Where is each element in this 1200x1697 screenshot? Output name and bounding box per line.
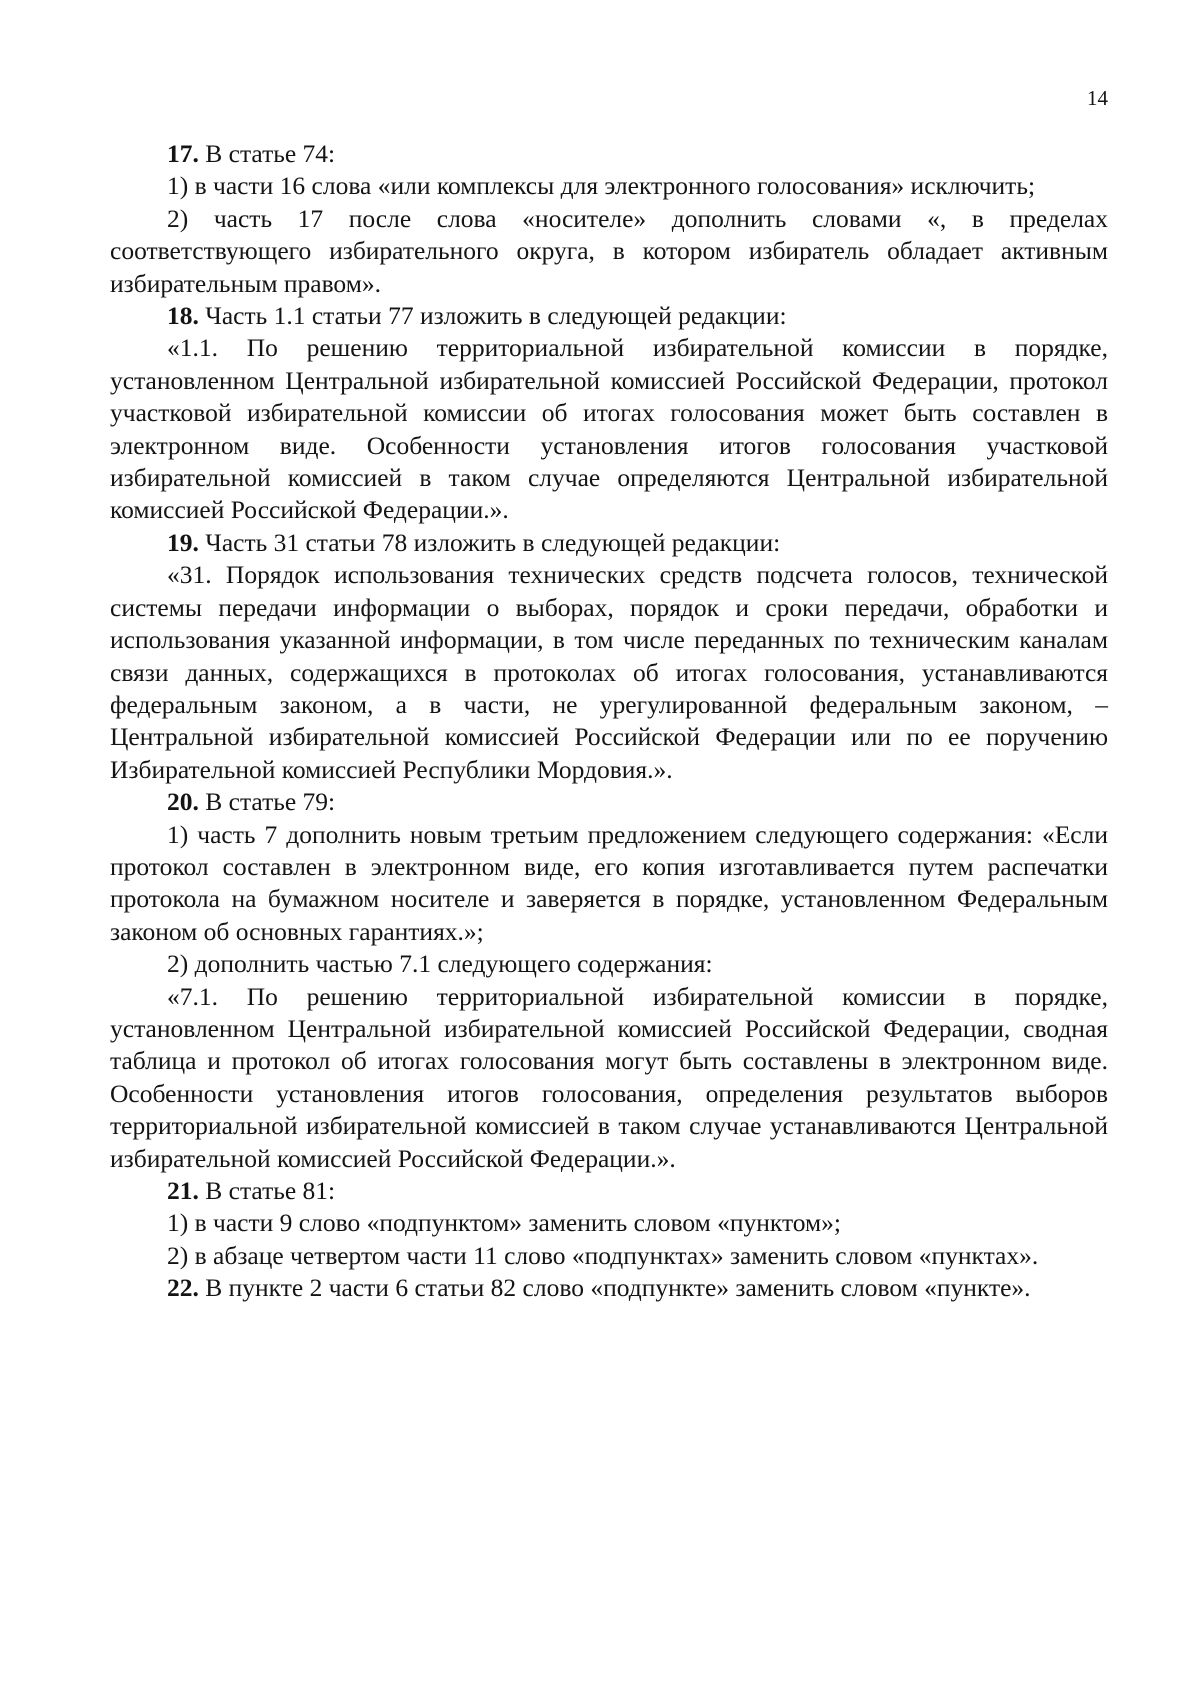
document-body xyxy=(110,138,1108,1305)
paragraph-text: «7.1. По решению территориальной избирательной комиссии в порядке, установленном Центральной избирательной комиссией Российской Федерации, сводная таблица и протокол об итогах голосования могут быть составлены в электронном виде. Особенности установления итогов голосования, определения результатов выборов территориальной избирательной комиссией в таком случае устанавливаются Центральной избирательной комиссией Российской Федерации.». xyxy=(110,981,1108,1173)
paragraph-text: В статье 79: xyxy=(198,787,336,817)
paragraph-19-body xyxy=(110,559,1108,786)
paragraph-17-heading xyxy=(110,138,1108,170)
item-number: 22. xyxy=(167,1273,199,1303)
item-number: 20. xyxy=(167,787,199,817)
paragraph-text: В статье 81: xyxy=(198,1176,336,1205)
paragraph-21-2 xyxy=(110,1240,1108,1272)
item-number: 21. xyxy=(167,1176,199,1205)
paragraph-text: 2) дополнить частью 7.1 следующего содержания: xyxy=(167,949,713,979)
paragraph-21-heading xyxy=(110,1175,1108,1207)
paragraph-21-1 xyxy=(110,1207,1108,1239)
page-number: 14 xyxy=(1087,86,1108,110)
paragraph-text: Часть 1.1 статьи 77 изложить в следующей редакции: xyxy=(198,301,787,331)
item-number: 19. xyxy=(167,527,199,557)
item-number: 17. xyxy=(167,139,199,168)
paragraph-text: 2) в абзаце четвертом части 11 слово «подпунктах» заменить словом «пунктах». xyxy=(167,1240,1039,1270)
paragraph-text: 2) часть 17 после слова «носителе» дополнить словами «, в пределах соответствующего избирательного округа, в котором избиратель обладает активным избирательным правом». xyxy=(110,203,1108,298)
paragraph-text: 1) в части 16 слова «или комплексы для электронного голосования» исключить; xyxy=(167,171,1036,201)
paragraph-17-1 xyxy=(110,170,1108,202)
paragraph-20-1 xyxy=(110,819,1108,949)
paragraph-text: «31. Порядок использования технических средств подсчета голосов, технической системы передачи информации о выборах, порядок и сроки передачи, обработки и использования указанной информации, в том числе переданных по техническим каналам связи данных, содержащихся в протоколах об итогах голосования, устанавливаются федеральным законом, а в части, не урегулированной федеральным законом, – Центральной избирательной комиссией Российской Федерации или по ее поручению Избирательной комиссией Республики Мордовия.». xyxy=(110,560,1108,784)
paragraph-text: 1) часть 7 дополнить новым третьим предложением следующего содержания: «Если протокол составлен в электронном виде, его копия изготавливается путем распечатки протокола на бумажном носителе и заверяется в порядке, установленном Федеральным законом об основных гарантиях.»; xyxy=(110,819,1108,946)
paragraph-22 xyxy=(110,1272,1108,1304)
paragraph-18-body xyxy=(110,332,1108,526)
paragraph-20-body xyxy=(110,981,1108,1175)
paragraph-text: В пункте 2 части 6 статьи 82 слово «подпункте» заменить словом «пункте». xyxy=(198,1273,1031,1303)
paragraph-text: «1.1. По решению территориальной избирательной комиссии в порядке, установленном Центральной избирательной комиссией Российской Федерации, протокол участковой избирательной комиссии об итогах голосования может быть составлен в электронном виде. Особенности установления итогов голосования участковой избирательной комиссией в таком случае определяются Центральной избирательной комиссией Российской Федерации.». xyxy=(110,333,1108,525)
paragraph-18-heading xyxy=(110,300,1108,332)
paragraph-19-heading xyxy=(110,527,1108,559)
paragraph-20-2 xyxy=(110,948,1108,980)
paragraph-20-heading xyxy=(110,786,1108,818)
paragraph-text: Часть 31 статьи 78 изложить в следующей редакции: xyxy=(198,527,781,557)
paragraph-text: В статье 74: xyxy=(198,139,336,168)
item-number: 18. xyxy=(167,301,199,331)
paragraph-17-2 xyxy=(110,203,1108,300)
paragraph-text: 1) в части 9 слово «подпунктом» заменить словом «пунктом»; xyxy=(167,1208,841,1238)
